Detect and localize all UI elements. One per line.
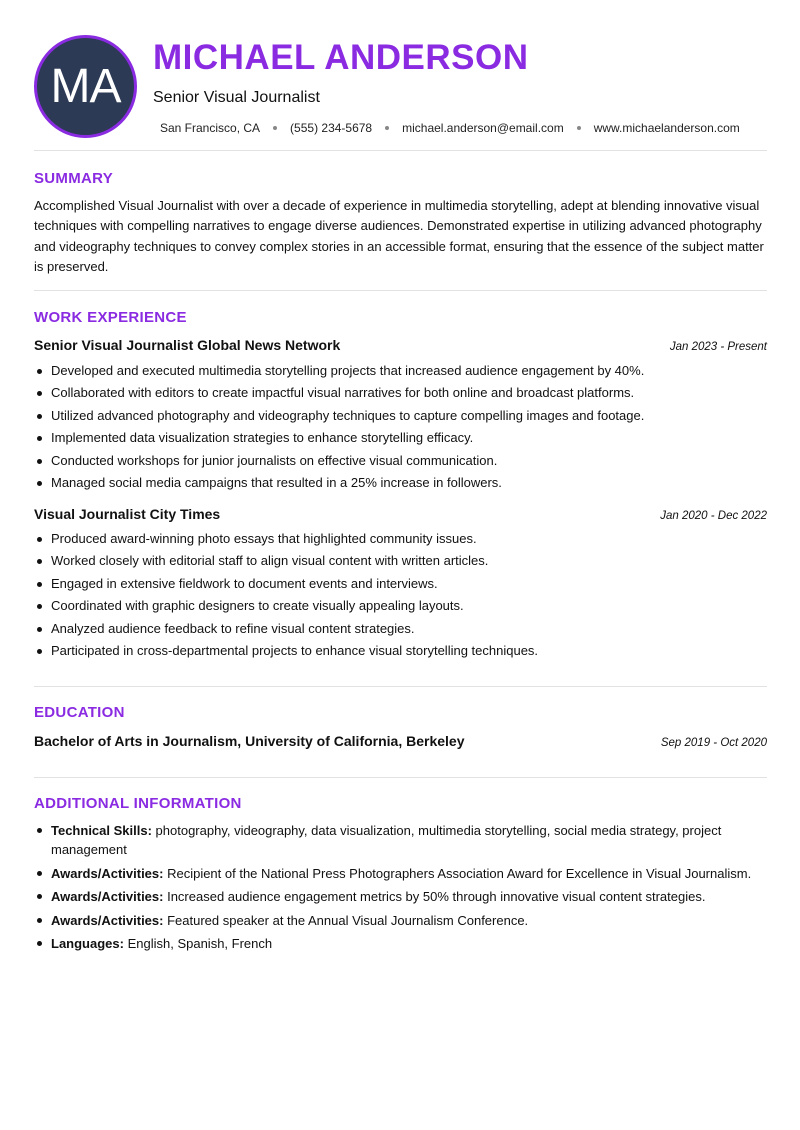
- avatar: [34, 35, 137, 138]
- item-text: Recipient of the National Press Photographers Association Award for Excellence in Visual Journalism.: [163, 865, 752, 881]
- list-item: Coordinated with graphic designers to create visually appealing layouts.: [34, 595, 767, 617]
- job-dates: Jan 2020 - Dec 2022: [660, 510, 767, 522]
- item-text: photography, videography, data visualization, multimedia storytelling, social media strategy, project management: [51, 823, 722, 857]
- item-text: Featured speaker at the Annual Visual Journalism Conference.: [163, 912, 529, 928]
- list-item: [34, 864, 767, 883]
- candidate-name: MICHAEL ANDERSON: [153, 38, 529, 77]
- separator-dot: [577, 126, 581, 130]
- degree: Bachelor of Arts in Journalism, University of California, Berkeley: [34, 733, 465, 749]
- job-bullets: [34, 528, 767, 662]
- job-role: Senior Visual Journalist Global News Network: [34, 337, 341, 353]
- list-item: [34, 934, 767, 953]
- divider: [34, 686, 767, 687]
- list-item: Worked closely with editorial staff to align visual content with written articles.: [34, 550, 767, 572]
- item-label: Awards/Activities:: [51, 865, 164, 881]
- job-role: Visual Journalist City Times: [34, 506, 221, 522]
- list-item: [34, 911, 767, 930]
- list-item: Utilized advanced photography and videography techniques to capture compelling images and footage.: [34, 405, 767, 427]
- education-heading: EDUCATION: [34, 704, 125, 721]
- separator-dot: [273, 126, 277, 130]
- contact-website[interactable]: www.michaelanderson.com: [593, 121, 740, 135]
- education-entry: [34, 733, 767, 749]
- contact-location: San Francisco, CA: [160, 121, 261, 135]
- contact-phone: (555) 234-5678: [290, 121, 373, 135]
- divider: [34, 290, 767, 291]
- list-item: Collaborated with editors to create impactful visual narratives for both online and broadcast platforms.: [34, 382, 767, 404]
- divider: [34, 777, 767, 778]
- list-item: Participated in cross-departmental projects to enhance visual storytelling techniques.: [34, 640, 767, 662]
- contact-email[interactable]: michael.anderson@email.com: [402, 121, 564, 135]
- list-item: Managed social media campaigns that resulted in a 25% increase in followers.: [34, 472, 767, 494]
- additional-list: [34, 821, 767, 958]
- list-item: [34, 821, 767, 859]
- experience-heading: WORK EXPERIENCE: [34, 309, 187, 326]
- list-item: Conducted workshops for junior journalists on effective visual communication.: [34, 450, 767, 472]
- avatar-initials: MA: [50, 60, 121, 113]
- education-dates: Sep 2019 - Oct 2020: [660, 737, 767, 749]
- list-item: Produced award-winning photo essays that highlighted community issues.: [34, 528, 767, 550]
- job-dates: Jan 2023 - Present: [669, 341, 767, 353]
- list-item: Analyzed audience feedback to refine visual content strategies.: [34, 618, 767, 640]
- item-label: Awards/Activities:: [51, 912, 164, 928]
- summary-heading: SUMMARY: [34, 170, 114, 187]
- additional-heading: ADDITIONAL INFORMATION: [34, 795, 242, 812]
- item-text: English, Spanish, French: [123, 936, 273, 951]
- job-header: [34, 337, 767, 353]
- contact-line: [160, 121, 740, 135]
- summary-text: Accomplished Visual Journalist with over a decade of experience in multimedia storytelling, adept at blending innovative visual techniques with compelling narratives to engage diverse audiences. Demonstrated expertise in utilizing advanced photography and videography techniques to convey complex stories in an accessible format, ensuring that the essence of the subject matter is preserved.: [34, 198, 764, 274]
- job-title: Senior Visual Journalist: [153, 89, 320, 106]
- divider: [34, 150, 767, 151]
- job-bullets: [34, 360, 767, 494]
- separator-dot: [385, 126, 389, 130]
- job-header: [34, 506, 767, 522]
- item-label: Languages:: [51, 936, 124, 951]
- item-text: Increased audience engagement metrics by 50% through innovative visual content strategies.: [163, 889, 706, 904]
- list-item: Developed and executed multimedia storytelling projects that increased audience engagement by 40%.: [34, 360, 767, 382]
- list-item: [34, 887, 767, 906]
- item-label: Awards/Activities:: [51, 889, 164, 904]
- list-item: Implemented data visualization strategies to enhance storytelling efficacy.: [34, 427, 767, 449]
- list-item: Engaged in extensive fieldwork to document events and interviews.: [34, 573, 767, 595]
- item-label: Technical Skills:: [51, 823, 152, 838]
